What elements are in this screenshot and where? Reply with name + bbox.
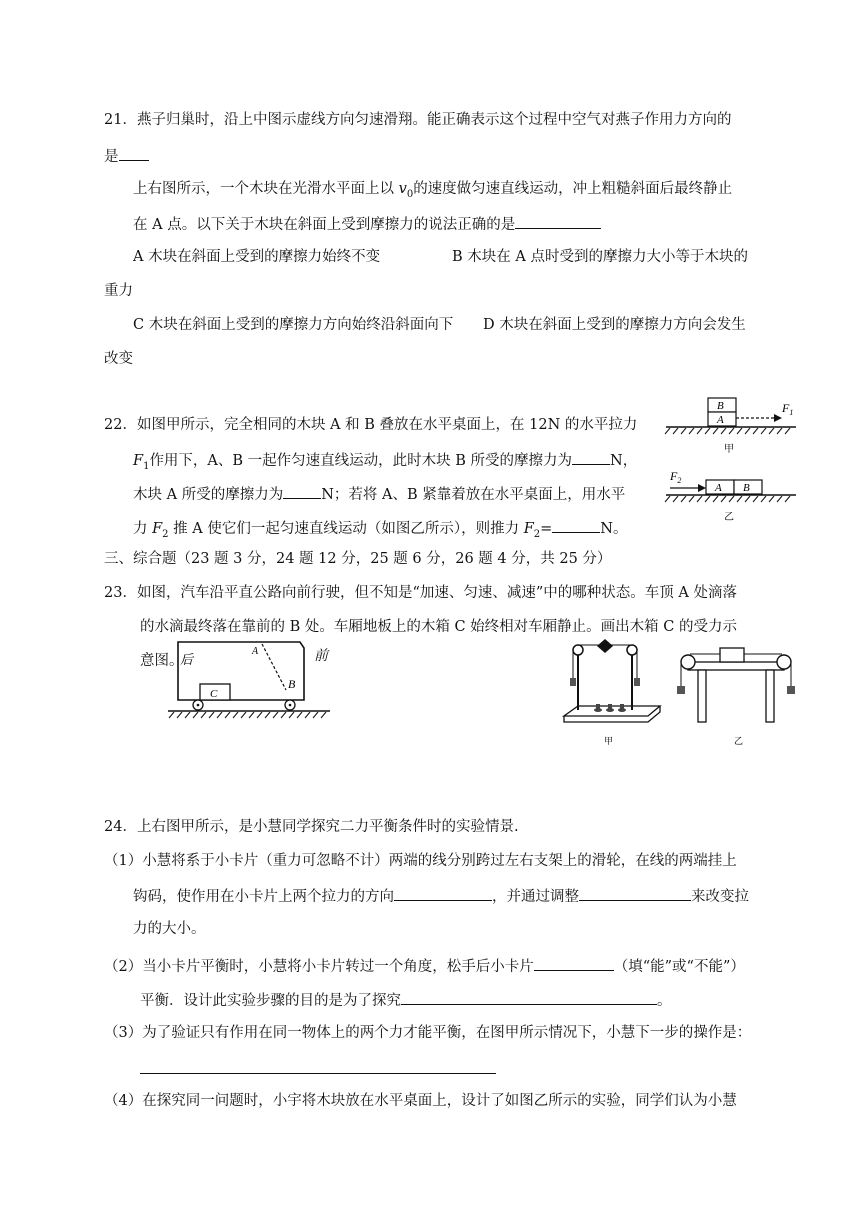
q22-figure-yi: [665, 469, 796, 523]
right-pulley: [627, 645, 637, 655]
q21-line1: 21．燕子归巢时，沿上中图示虚线方向匀速滑翔。能正确表示这个过程中空气对燕子作用力方向的: [104, 112, 732, 128]
left-hanging-weight: [677, 686, 685, 694]
answer-blank[interactable]: [401, 989, 657, 1005]
q24-figure-jia: [564, 639, 660, 746]
table-leg-left: [698, 670, 706, 722]
q21-option-c: C 木块在斜面上受到的摩擦力方向始终沿斜面向下: [133, 317, 454, 333]
q23-line1: 23．如图，汽车沿平直公路向前行驶，但不知是“加速、匀速、减速”中的哪种状态。车顶 A 处滴落: [104, 585, 737, 601]
q21-stem2: 在 A 点。以下关于木块在斜面上受到摩擦力的说法正确的是: [133, 213, 601, 235]
f2-label: $F_2$: [670, 469, 682, 485]
answer-blank[interactable]: [515, 213, 601, 229]
left-pulley: [573, 645, 583, 655]
q24-part1-line3: 力的大小。: [133, 921, 206, 937]
label-c: C: [210, 688, 218, 700]
label-yi-24: 乙: [734, 736, 744, 746]
answer-blank[interactable]: [119, 145, 149, 161]
left-table-pulley: [681, 655, 695, 669]
answer-blank[interactable]: [579, 885, 691, 901]
q22-figure-jia: [665, 398, 796, 455]
q22-line4: 力 $F_2$ 推 A 使它们一起匀速直线运动（如图乙所示），则推力 $F_2= N$。: [133, 517, 627, 539]
label-jia: 甲: [724, 444, 734, 455]
q21-line2: 是: [104, 145, 149, 167]
label-qian: 前: [314, 648, 328, 664]
answer-blank[interactable]: [394, 885, 492, 901]
q24-part1-line1: （1）小慧将系于小卡片（重力可忽略不计）两端的线分别跨过左右支架上的滑轮，在线的两端挂上: [104, 853, 737, 869]
q24-part3-line1: （3）为了验证只有作用在同一物体上的两个力才能平衡，在图甲所示情况下，小慧下一步的操作是：: [104, 1025, 752, 1041]
f1-label: $F_1$: [782, 401, 794, 417]
q22-line1: 22．如图甲所示，完全相同的木块 A 和 B 叠放在水平桌面上，在 12N 的水平拉力: [104, 417, 638, 433]
q24-figure: [556, 634, 806, 750]
left-weight: [570, 678, 576, 686]
label-hou: 后: [180, 652, 194, 667]
wood-block: [720, 648, 744, 662]
label-b: B: [288, 677, 296, 691]
q24-part1-line2: 钩码，使作用在小卡片上两个拉力的方向 ，并通过调整 来改变拉: [133, 885, 749, 907]
answer-blank[interactable]: [283, 483, 321, 499]
q24-intro: 24．上右图甲所示，是小慧同学探究二力平衡条件时的实验情景.: [104, 819, 519, 835]
q24-part3-answer-line[interactable]: [140, 1073, 496, 1074]
block-a-label: A: [717, 414, 724, 426]
block-b-label: B: [717, 400, 724, 412]
block-a-side-label: A: [715, 482, 722, 494]
q24-part2-line2: 平衡．设计此实验步骤的目的是为了探究 。: [140, 989, 672, 1011]
section-3-heading: 三、综合题（23 题 3 分，24 题 12 分，25 题 6 分，26 题 4 分，共 25 分）: [104, 551, 612, 567]
q22-line2: $F_1$作用下，A、B 一起作匀速直线运动，此时木块 B 所受的摩擦力为 N，: [133, 449, 637, 471]
q22-figure: [662, 392, 802, 530]
q23-line3: 意图。: [140, 653, 184, 669]
q21-option-d: D 木块在斜面上受到的摩擦力方向会发生: [483, 317, 746, 333]
f2-arrowhead: [698, 484, 706, 492]
q24-part4-line1: （4）在探究同一问题时，小宇将木块放在水平桌面上，设计了如图乙所示的实验，同学们认为小慧: [104, 1093, 737, 1109]
q21-option-b-cont: 重力: [104, 283, 133, 299]
q24-part2-line1: （2）当小卡片平衡时，小慧将小卡片转过一个角度，松手后小卡片 （填“能”或“不能”）: [104, 955, 745, 977]
label-a: A: [252, 646, 259, 657]
car-body: [178, 642, 304, 700]
tabletop: [688, 662, 784, 670]
answer-blank[interactable]: [534, 955, 614, 971]
f1-arrowhead: [774, 414, 782, 422]
q21-stem1: 上右图所示，一个木块在光滑水平面上以 $v_0$的速度做匀速直线运动，冲上粗糙斜面后最终静止: [133, 181, 733, 200]
label-yi: 乙: [724, 512, 734, 523]
table-leg-right: [766, 670, 774, 722]
block-b-side-label: B: [743, 482, 750, 494]
small-card: [597, 639, 613, 653]
q21-option-d-cont: 改变: [104, 351, 133, 367]
q22-line3: 木块 A 所受的摩擦力为 N；若将 A、B 紧靠着放在水平桌面上，用水平: [133, 483, 625, 505]
answer-blank[interactable]: [552, 517, 600, 533]
answer-blank[interactable]: [572, 449, 610, 465]
q21-option-b: B 木块在 A 点时受到的摩擦力大小等于木块的: [452, 249, 748, 265]
q23-line2: 的水滴最终落在靠前的 B 处。车厢地板上的木箱 C 始终相对车厢静止。画出木箱 C 的受力示: [140, 619, 737, 635]
q21-option-a: A 木块在斜面上受到的摩擦力始终不变: [133, 249, 381, 265]
drop-path: [262, 644, 286, 690]
right-weight: [634, 678, 640, 686]
q23-car-figure: [164, 628, 334, 720]
label-jia-24: 甲: [604, 736, 614, 746]
right-table-pulley: [777, 655, 791, 669]
right-hanging-weight: [787, 686, 795, 694]
q24-figure-yi: [677, 648, 795, 746]
